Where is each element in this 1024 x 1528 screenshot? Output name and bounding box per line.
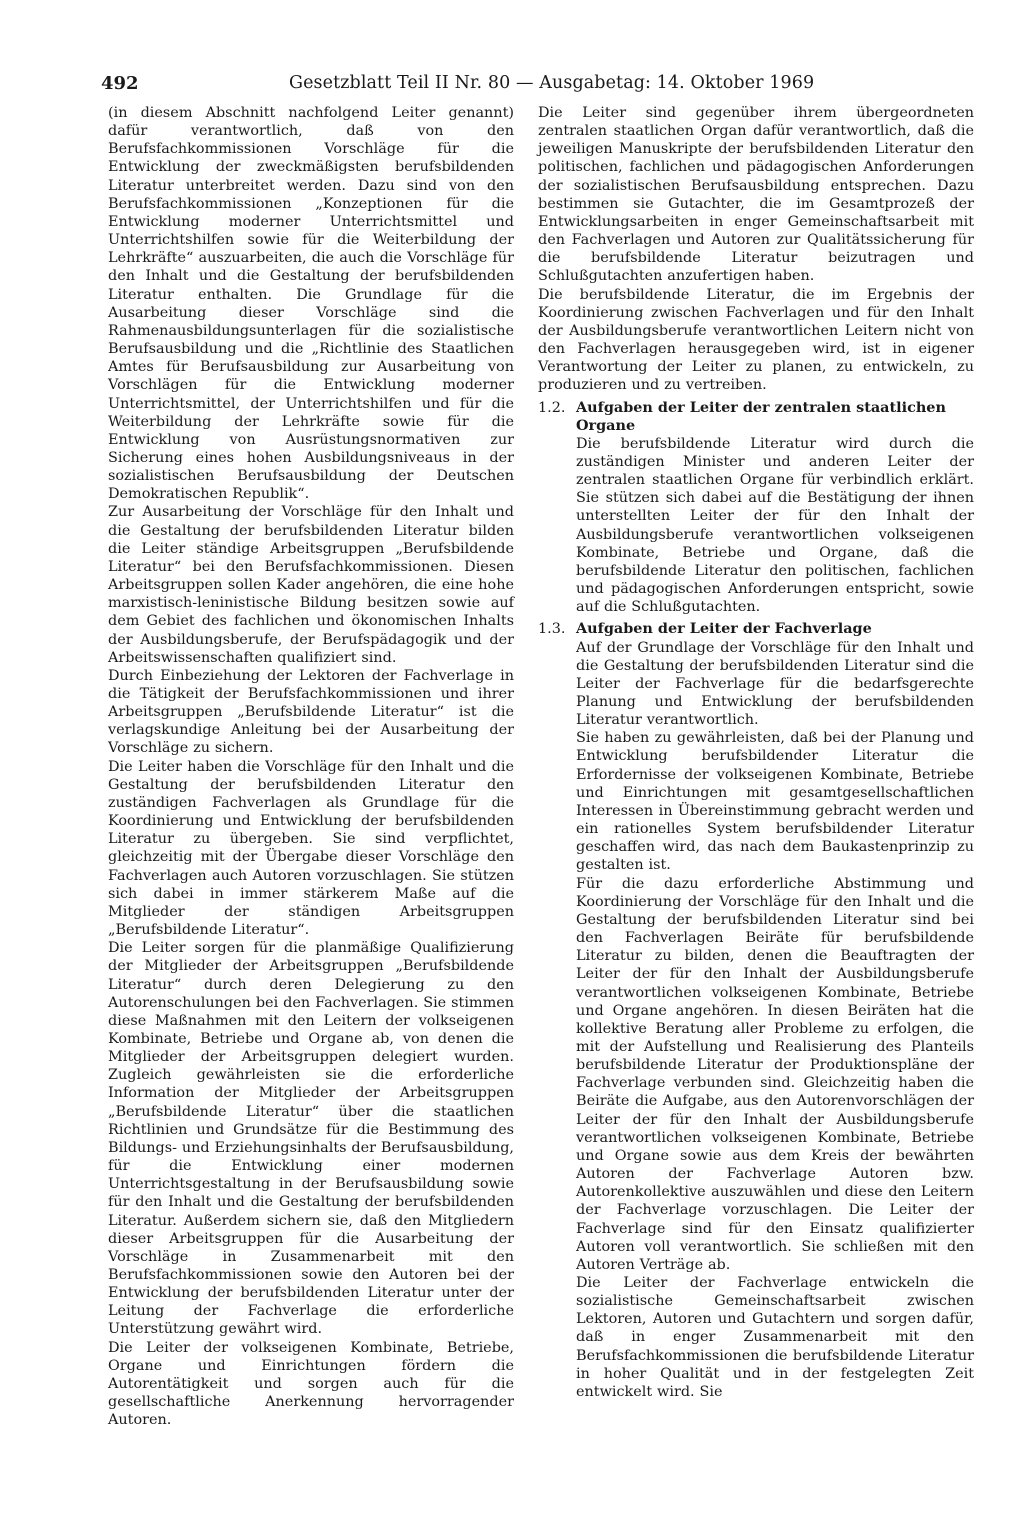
body-paragraph: Die berufsbildende Literatur, die im Ergebnis der Koordinierung zwischen Fachverlagen und für den Inhalt der Ausbildungsberufe verantwortlichen Leitern nicht von den Fachverlagen herausgegeben wird, ist in eigener Verantwortung der Leiter zu planen, zu entwickeln, zu produzieren und zu vertreiben.	[538, 286, 974, 394]
body-paragraph: Für die dazu erforderliche Abstimmung und Koordinierung der Vorschläge für den Inhalt und die Gestaltung der berufsbildenden Literatur sind bei den Fachverlagen Beiräte für berufsbildende Literatur zu bilden, denen die Beauftragten der Leiter der für den Inhalt der Ausbildungsberufe verantwortlichen volkseigenen Kombinate, Betriebe und Organe angehören. In diesen Beiräten hat die kollektive Beratung aller Probleme zu erfolgen, die mit der Aufstellung und Realisierung des Planteils berufsbildende Literatur der Produktionspläne der Fachverlage verbunden sind. Gleichzeitig haben die Beiräte die Aufgabe, aus den Autorenvorschlägen der Leiter der für den Inhalt der Ausbildungsberufe verantwortlichen volkseigenen Kombinate, Betriebe und Organe sowie aus dem Kreis der bewährten Autoren der Fachverlage Autoren bzw. Autorenkollektive auszuwählen und diese den Leitern der Fachverlage vorzuschlagen. Die Leiter der Fachverlage sind für den Einsatz qualifizierter Autoren voll verantwortlich. Sie schließen mit den Autoren Verträge ab.	[576, 875, 974, 1273]
body-paragraph: Auf der Grundlage der Vorschläge für den Inhalt und die Gestaltung der berufsbildenden Literatur sind die Leiter der Fachverlage für die bedarfsgerechte Planung und Entwicklung der berufsbildenden Literatur verantwortlich.	[576, 639, 974, 729]
section-1-3	[538, 620, 974, 1401]
section-heading: Aufgaben der Leiter der zentralen staatlichen Organe	[576, 398, 946, 434]
section-heading: Aufgaben der Leiter der Fachverlage	[576, 620, 872, 638]
body-paragraph: Durch Einbeziehung der Lektoren der Fachverlage in die Tätigkeit der Berufsfachkommissionen und ihrer Arbeitsgruppen „Berufsbildende Literatur“ ist die verlagskundige Anleitung bei der Ausarbeitung der Vorschläge zu sichern.	[108, 667, 514, 757]
body-paragraph: Sie haben zu gewährleisten, daß bei der Planung und Entwicklung berufsbildender Literatur die Erfordernisse der volkseigenen Kombinate, Betriebe und Einrichtungen mit gesamtgesellschaftlichen Interessen in Übereinstimmung gebracht werden und ein rationelles System berufsbildender Literatur geschaffen wird, das nach dem Baukastenprinzip zu gestalten ist.	[576, 730, 974, 874]
section-1-2	[538, 399, 974, 617]
body-paragraph: Die Leiter der Fachverlage entwickeln die sozialistische Gemeinschaftsarbeit zwischen Lektoren, Autoren und Gutachtern und sorgen dafür, daß in enger Zusammenarbeit mit den Berufsfachkommissionen die berufsbildende Literatur in hoher Qualität und in der festgelegten Zeit entwickelt wird. Sie	[576, 1275, 974, 1400]
section-number: 1.3.	[538, 621, 566, 638]
body-paragraph: Die Leiter sorgen für die planmäßige Qualifizierung der Mitglieder der Arbeitsgruppen „Berufsbildende Literatur“ durch deren Delegierung zu den Autorenschulungen bei den Fachverlagen. Sie stimmen diese Maßnahmen mit den Leitern der volkseigenen Kombinate, Betriebe und Organe ab, von denen die Mitglieder der Arbeitsgruppen delegiert wurden. Zugleich gewährleisten sie die erforderliche Information der Mitglieder der Arbeitsgruppen „Berufsbildende Literatur“ über die staatlichen Richtlinien und Grundsätze für die Bestimmung des Bildungs- und Erziehungsinhalts der Berufsausbildung, für die Entwicklung einer modernen Unterrichtsgestaltung in der Berufsausbildung sowie für den Inhalt und die Gestaltung der berufsbildenden Literatur. Außerdem sichern sie, daß den Mitgliedern dieser Arbeitsgruppen für die Ausarbeitung der Vorschläge in Zusammenarbeit mit den Berufsfachkommissionen sowie den Autoren bei der Entwicklung der berufsbildenden Literatur unter der Leitung der Fachverlage die erforderliche Unterstützung gewährt wird.	[108, 940, 514, 1338]
body-paragraph: Zur Ausarbeitung der Vorschläge für den Inhalt und die Gestaltung der berufsbildenden Literatur bilden die Leiter ständige Arbeitsgruppen „Berufsbildende Literatur“ bei den Berufsfachkommissionen. Diesen Arbeitsgruppen sollen Kader angehören, die eine hohe marxistisch-leninistische Bildung besitzen sowie auf dem Gebiet des fachlichen und ökonomischen Inhalts der Ausbildungsberufe, der Berufspädagogik und der Arbeitswissenschaften qualifiziert sind.	[108, 504, 514, 666]
right-column	[538, 104, 974, 1401]
body-paragraph: (in diesem Abschnitt nachfolgend Leiter genannt) dafür verantwortlich, daß von den Berufsfachkommissionen Vorschläge für die Entwicklung der zweckmäßigsten berufsbildenden Literatur unterbreitet werden. Dazu sind von den Berufsfachkommissionen „Konzeptionen für die Entwicklung moderner Unterrichtsmittel und Unterrichtshilfen sowie für die Weiterbildung der Lehrkräfte“ auszuarbeiten, die auch die Vorschläge für den Inhalt und die Gestaltung der berufsbildenden Literatur enthalten. Die Grundlage für die Ausarbeitung dieser Vorschläge sind die Rahmenausbildungsunterlagen für die sozialistische Berufsausbildung und die „Richtlinie des Staatlichen Amtes für Berufsausbildung zur Ausarbeitung von Vorschlägen für die Entwicklung moderner Unterrichtsmittel, der Unterrichtshilfen und für die Weiterbildung der Lehrkräfte sowie für die Entwicklung von Ausrüstungsnormativen zur Sicherung eines hohen Ausbildungsniveaus in der sozialistischen Berufsausbildung der Deutschen Demokratischen Republik“.	[108, 105, 514, 503]
left-column	[108, 104, 514, 1429]
body-paragraph: Die Leiter der volkseigenen Kombinate, Betriebe, Organe und Einrichtungen fördern die Autorentätigkeit und sorgen auch für die gesellschaftliche Anerkennung hervorragender Autoren.	[108, 1339, 514, 1429]
body-paragraph: Die berufsbildende Literatur wird durch die zuständigen Minister und anderen Leiter der zentralen staatlichen Organe für verbindlich erklärt. Sie stützen sich dabei auf die Bestätigung der ihnen unterstellten Leiter der für den Inhalt der Ausbildungsberufe verantwortlichen volkseigenen Kombinate, Betriebe und Organe, daß die berufsbildende Literatur den politischen, fachlichen und pädagogischen Anforderungen entspricht, sowie auf die Schlußgutachten.	[576, 435, 974, 616]
section-number: 1.2.	[538, 399, 566, 416]
page-number: 492	[101, 73, 139, 94]
body-paragraph: Die Leiter sind gegenüber ihrem übergeordneten zentralen staatlichen Organ dafür verantwortlich, daß die jeweiligen Manuskripte der berufsbildenden Literatur den politischen, fachlichen und pädagogischen Anforderungen der sozialistischen Berufsausbildung entsprechen. Dazu bestimmen sie Gutachter, die im Gesamtprozeß der Entwicklungsarbeiten in enger Gemeinschaftsarbeit mit den Fachverlagen und Autoren zur Qualitätssicherung für die berufsbildende Literatur beizutragen und Schlußgutachten anzufertigen haben.	[538, 105, 974, 285]
page-header	[101, 73, 975, 99]
body-paragraph: Die Leiter haben die Vorschläge für den Inhalt und die Gestaltung der berufsbildenden Literatur den zuständigen Fachverlagen als Grundlage für die Koordinierung und Entwicklung der berufsbildenden Literatur zu übergeben. Sie sind verpflichtet, gleichzeitig mit der Übergabe dieser Vorschläge den Fachverlagen auch Autoren vorzuschlagen. Sie stützen sich dabei in immer stärkerem Maße auf die Mitglieder der ständigen Arbeitsgruppen „Berufsbildende Literatur“.	[108, 758, 514, 939]
running-title: Gesetzblatt Teil II Nr. 80 — Ausgabetag: 14. Oktober 1969	[289, 73, 815, 93]
